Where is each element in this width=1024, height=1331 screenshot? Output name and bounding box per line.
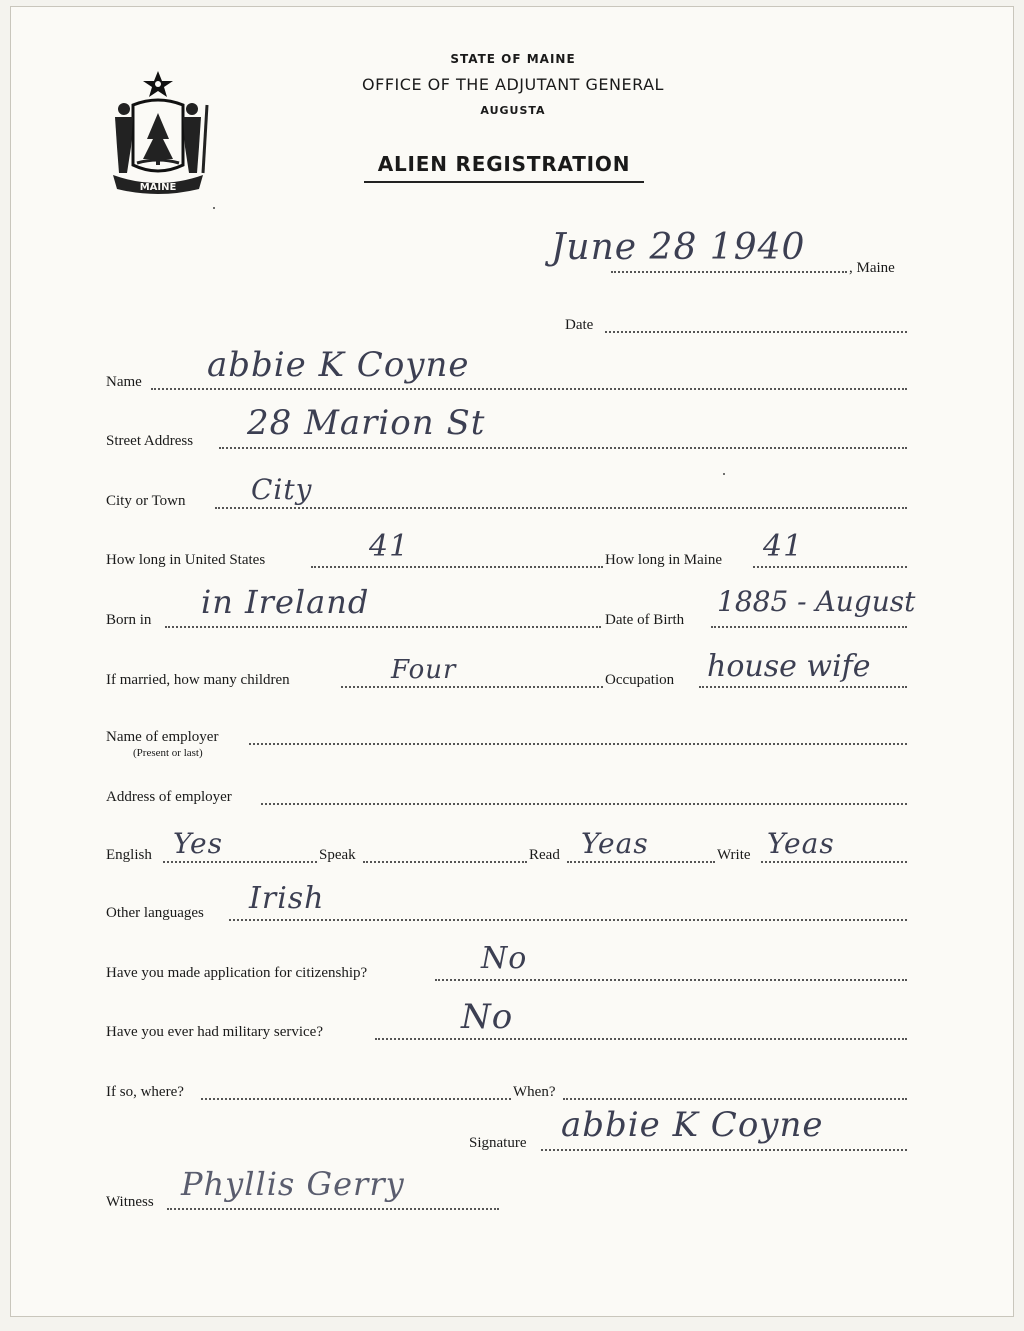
street-address-line	[219, 447, 907, 449]
citizenship-line	[435, 979, 907, 981]
english-line	[163, 861, 317, 863]
stray-mark	[723, 473, 725, 475]
form-title: ALIEN REGISTRATION	[377, 152, 631, 176]
speak-label: Speak	[319, 847, 356, 863]
military-line	[375, 1038, 907, 1040]
where-label: If so, where?	[106, 1084, 184, 1100]
state-heading: STATE OF MAINE	[450, 52, 576, 66]
date-top-line	[611, 271, 847, 273]
write-label: Write	[717, 847, 751, 863]
other-languages-line	[229, 919, 907, 921]
date-label: Date	[565, 317, 594, 333]
english-label: English	[106, 847, 152, 863]
city-label: City or Town	[106, 493, 186, 509]
date-of-birth-value: 1885 - August	[717, 585, 916, 618]
date-line	[605, 331, 907, 333]
how-long-us-value: 41	[369, 529, 410, 564]
born-in-label: Born in	[106, 612, 152, 628]
read-label: Read	[529, 847, 560, 863]
citizenship-label: Have you made application for citizenship?	[106, 965, 368, 981]
read-value: Yeas	[581, 827, 649, 860]
when-label: When?	[513, 1084, 556, 1100]
maine-suffix: , Maine	[849, 260, 895, 276]
write-line	[761, 861, 907, 863]
signature-value: abbie K Coyne	[561, 1105, 824, 1145]
date-of-birth-label: Date of Birth	[605, 612, 685, 628]
witness-label: Witness	[106, 1194, 154, 1210]
children-line	[341, 686, 603, 688]
name-line	[151, 388, 907, 390]
street-address-value: 28 Marion St	[247, 403, 486, 443]
date-of-birth-line	[711, 626, 907, 628]
how-long-us-label: How long in United States	[106, 552, 266, 568]
how-long-maine-value: 41	[763, 529, 804, 564]
speak-line	[363, 861, 527, 863]
write-value: Yeas	[767, 827, 835, 860]
name-label: Name	[106, 374, 142, 390]
military-label: Have you ever had military service?	[106, 1024, 323, 1040]
how-long-us-line	[311, 566, 603, 568]
witness-value: Phyllis Gerry	[181, 1165, 405, 1203]
citizenship-value: No	[481, 941, 528, 976]
signature-line	[541, 1149, 907, 1151]
employer-name-label: Name of employer	[106, 729, 219, 745]
office-heading: OFFICE OF THE ADJUTANT GENERAL	[362, 75, 664, 94]
street-address-label: Street Address	[106, 433, 194, 449]
city-line	[215, 507, 907, 509]
date-value: June 28 1940	[551, 227, 806, 268]
registration-form	[10, 6, 1014, 1317]
how-long-maine-label: How long in Maine	[605, 552, 723, 568]
occupation-value: house wife	[707, 649, 871, 684]
children-label: If married, how many children	[106, 672, 290, 688]
employer-address-line	[261, 803, 907, 805]
occupation-label: Occupation	[605, 672, 675, 688]
when-line	[563, 1098, 907, 1100]
city-heading: AUGUSTA	[480, 104, 546, 117]
title-underline	[364, 181, 644, 183]
other-languages-label: Other languages	[106, 905, 204, 921]
employer-address-label: Address of employer	[106, 789, 232, 805]
born-in-value: in Ireland	[201, 583, 370, 621]
signature-label: Signature	[469, 1135, 527, 1151]
where-line	[201, 1098, 511, 1100]
name-value: abbie K Coyne	[207, 345, 470, 385]
svg-text:MAINE: MAINE	[139, 182, 177, 193]
employer-name-note: (Present or last)	[133, 747, 203, 759]
how-long-maine-line	[753, 566, 907, 568]
occupation-line	[699, 686, 907, 688]
stray-mark	[213, 207, 215, 209]
children-value: Four	[391, 655, 457, 685]
employer-name-line	[249, 743, 907, 745]
military-value: No	[461, 997, 514, 1037]
witness-line	[167, 1208, 499, 1210]
other-languages-value: Irish	[249, 881, 325, 916]
city-value: City	[251, 473, 313, 506]
english-value: Yes	[173, 827, 223, 860]
read-line	[567, 861, 715, 863]
born-in-line	[165, 626, 601, 628]
